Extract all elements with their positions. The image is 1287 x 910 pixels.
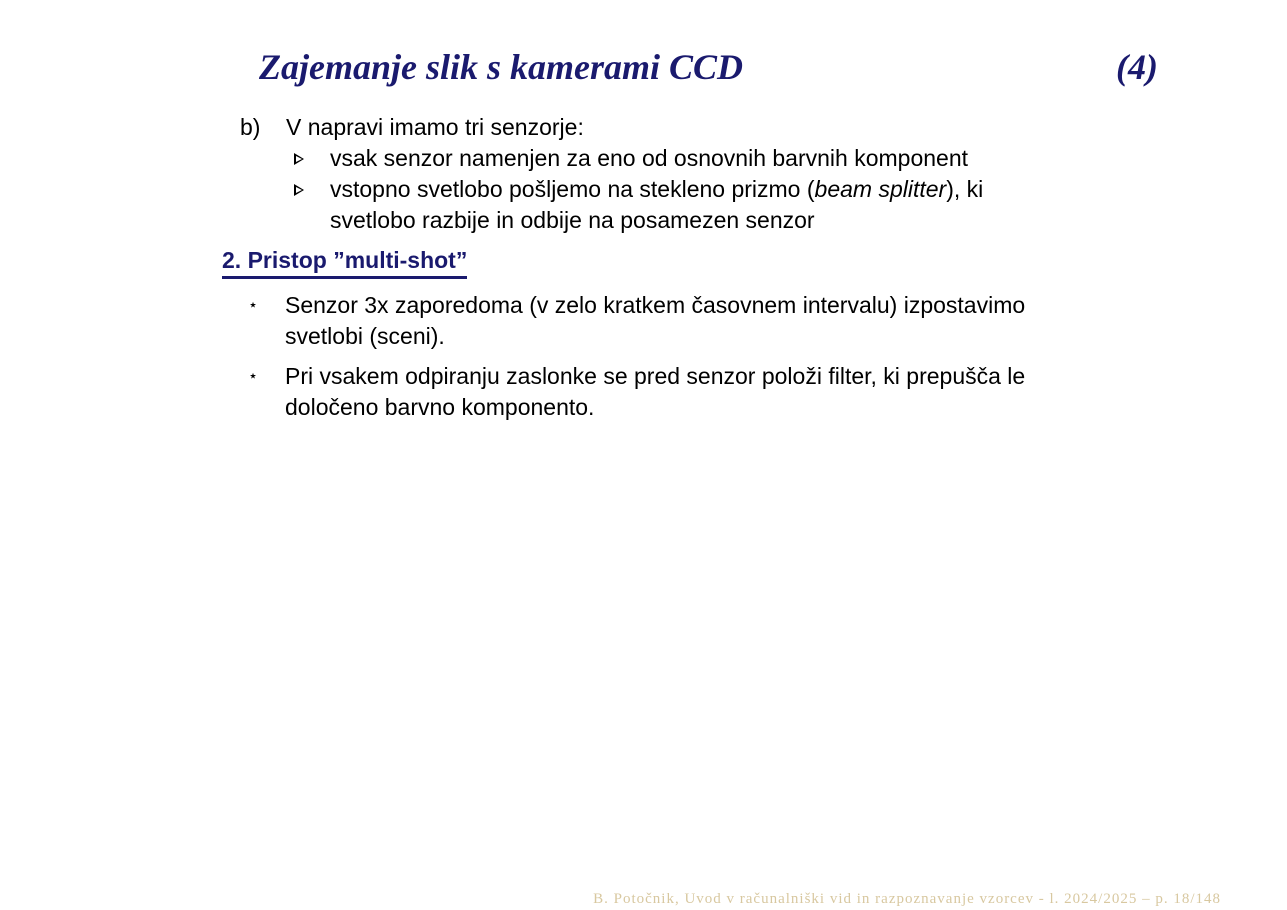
list-marker: b) [240, 114, 261, 140]
star-list [248, 290, 1025, 432]
sub-list-item [294, 143, 983, 174]
section-heading: 2. Pristop ”multi-shot” [222, 247, 467, 279]
slide-footer: B. Potočnik, Uvod v računalniški vid in razpoznavanje vzorcev - l. 2024/2025 – p. 18/148 [593, 891, 1221, 907]
slide-title: Zajemanje slik s kamerami CCD [259, 47, 744, 87]
list-item-text: Senzor 3x zaporedoma (v zelo kratkem časovnem intervalu) izpostavimo [285, 292, 1026, 318]
triangle-right-outline-icon [294, 153, 304, 165]
list-item-text: določeno barvno komponento. [285, 394, 595, 420]
sub-item-text [330, 176, 983, 202]
sub-item-text: vsak senzor namenjen za eno od osnovnih barvnih komponent [330, 145, 969, 171]
list-item-text: svetlobi (sceni). [285, 323, 445, 349]
list-item-text: V napravi imamo tri senzorje: [286, 114, 584, 140]
sub-list-item [294, 174, 983, 236]
list-item-text: Pri vsakem odpiranju zaslonke se pred senzor položi filter, ki prepušča le [285, 363, 1026, 389]
star-icon: ⋆ [248, 368, 259, 385]
star-icon: ⋆ [248, 297, 259, 314]
sub-list [294, 143, 983, 236]
sub-item-text: svetlobo razbije in odbije na posamezen senzor [330, 207, 815, 233]
sub-item-text-part: vstopno svetlobo pošljemo na stekleno prizmo ( [330, 176, 815, 202]
slide-number: (4) [1116, 47, 1158, 87]
list-item [248, 361, 1025, 423]
emphasis-text: beam splitter [814, 176, 947, 202]
triangle-right-outline-icon [294, 184, 304, 196]
list-item [248, 290, 1025, 352]
sub-item-text-part: ), ki [946, 176, 984, 202]
